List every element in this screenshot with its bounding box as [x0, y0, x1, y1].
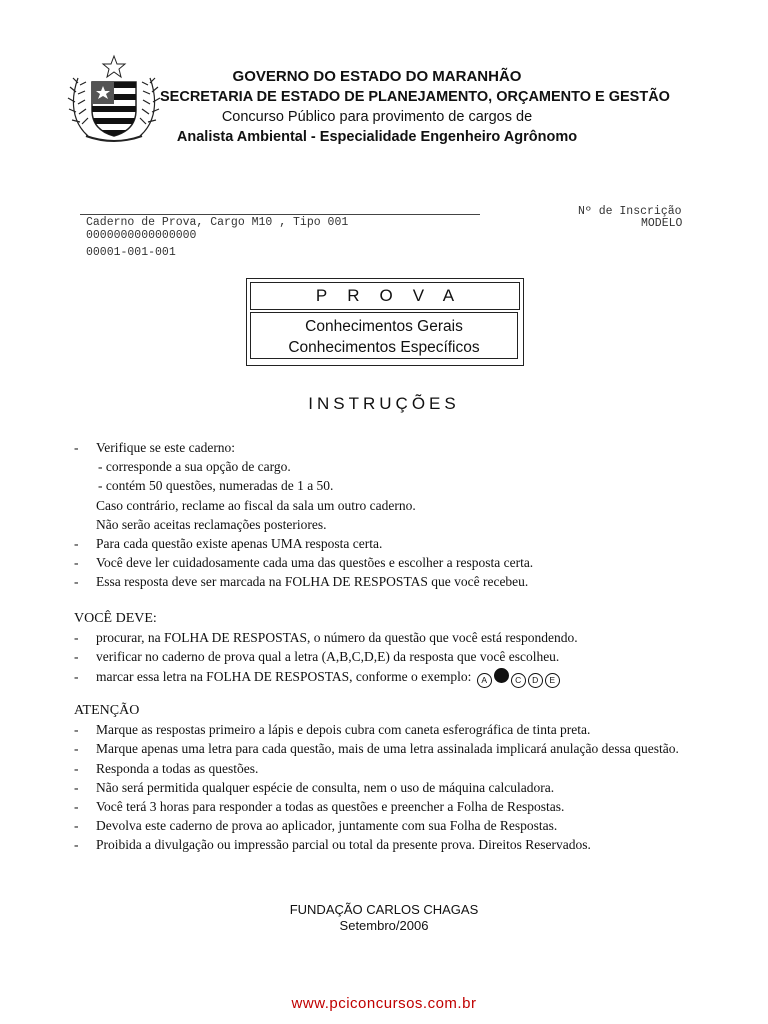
footer-block [0, 902, 768, 934]
list-text: Verifique se este caderno: [96, 440, 236, 455]
subject-general: Conhecimentos Gerais [305, 318, 463, 335]
prova-title: PROVA [250, 282, 520, 310]
list-text: Responda a todas as questões. [96, 760, 259, 776]
list-text: verificar no caderno de prova qual a letra (A,B,C,D,E) da resposta que você escolheu. [96, 649, 560, 665]
list-dash: - [74, 760, 79, 776]
header-secretariat: SECRETARIA DE ESTADO DE PLANEJAMENTO, ORÇAMENTO E GESTÃO [160, 89, 670, 105]
list-text: Marque as respostas primeiro a lápis e depois cubra com caneta esferográfica de tinta preta. [96, 722, 591, 738]
section-heading-text: ATENÇÃO [74, 703, 140, 718]
list-text: - contém 50 questões, numeradas de 1 a 50. [98, 478, 334, 494]
list-dash: - [74, 555, 79, 571]
section-heading-text: VOCÊ DEVE: [74, 611, 157, 626]
footer-organization: FUNDAÇÃO CARLOS CHAGAS [289, 902, 479, 917]
list-dash: - [74, 722, 79, 738]
list-text: Proibida a divulgação ou impressão parcial ou total da presente prova. Direitos Reservados. [96, 837, 591, 853]
answer-bubble-a: A [477, 673, 492, 688]
list-text: Você deve ler cuidadosamente cada uma das questões e escolher a resposta certa. [96, 555, 534, 571]
subject-specific: Conhecimentos Específicos [288, 339, 480, 356]
prova-box [246, 278, 524, 366]
list-text: Para cada questão existe apenas UMA resposta certa. [96, 535, 383, 551]
list-dash: - [74, 798, 79, 814]
list-dash: - [74, 440, 79, 455]
header-contest: Concurso Público para provimento de cargos de [221, 109, 533, 125]
list-text: Não será permitida qualquer espécie de consulta, nem o uso de máquina calculadora. [96, 779, 555, 795]
list-text: procurar, na FOLHA DE RESPOSTAS, o número da questão que você está respondendo. [96, 630, 578, 646]
list-text: Devolva este caderno de prova ao aplicador, juntamente com sua Folha de Respostas. [96, 818, 558, 834]
list-text: Caso contrário, reclame ao fiscal da sala um outro caderno. [96, 497, 416, 513]
answer-bubble-filled [494, 668, 509, 683]
list-dash: - [74, 535, 79, 551]
list-dash: - [74, 668, 79, 684]
prova-subjects [250, 312, 518, 359]
list-text: - corresponde a sua opção de cargo. [98, 459, 291, 475]
list-text: Não serão aceitas reclamações posteriores. [96, 516, 327, 532]
header-government: GOVERNO DO ESTADO DO MARANHÃO [232, 68, 522, 85]
list-dash: - [74, 649, 79, 665]
list-text: Marque apenas uma letra para cada questão, mais de uma letra assinalada implicará anulação dessa questão. [96, 741, 679, 757]
list-dash: - [74, 837, 79, 853]
list-dash: - [74, 630, 79, 646]
caderno-separator-line [80, 214, 480, 215]
instructions-title: INSTRUÇÕES [308, 394, 460, 413]
header-block [160, 67, 670, 148]
caderno-label: Caderno de Prova, Cargo M10 , Tipo 001 [86, 216, 349, 229]
caderno-code: 0000000000000000 [86, 229, 197, 242]
answer-bubble-e: E [545, 673, 560, 688]
state-coat-of-arms-logo [66, 52, 162, 148]
header-position: Analista Ambiental - Especialidade Engenheiro Agrônomo [176, 129, 578, 145]
answer-bubble-d: D [528, 673, 543, 688]
list-text: Você terá 3 horas para responder a todas as questões e preencher a Folha de Respostas. [96, 798, 565, 814]
list-item-example [96, 667, 560, 688]
list-dash: - [74, 818, 79, 834]
list-text: marcar essa letra na FOLHA DE RESPOSTAS, conforme o exemplo: [96, 668, 472, 684]
list-dash: - [74, 574, 79, 590]
footer-date: Setembro/2006 [339, 918, 429, 933]
list-text: Essa resposta deve ser marcada na FOLHA DE RESPOSTAS que você recebeu. [96, 574, 529, 590]
inscricao-value: MODELO [641, 217, 683, 230]
list-dash: - [74, 779, 79, 795]
inscricao-label: Nº de Inscrição [578, 205, 682, 218]
answer-bubble-c: C [511, 673, 526, 688]
list-dash: - [74, 741, 79, 757]
caderno-number: 00001-001-001 [86, 246, 176, 259]
website-link[interactable]: www.pciconcursos.com.br [291, 995, 477, 1012]
